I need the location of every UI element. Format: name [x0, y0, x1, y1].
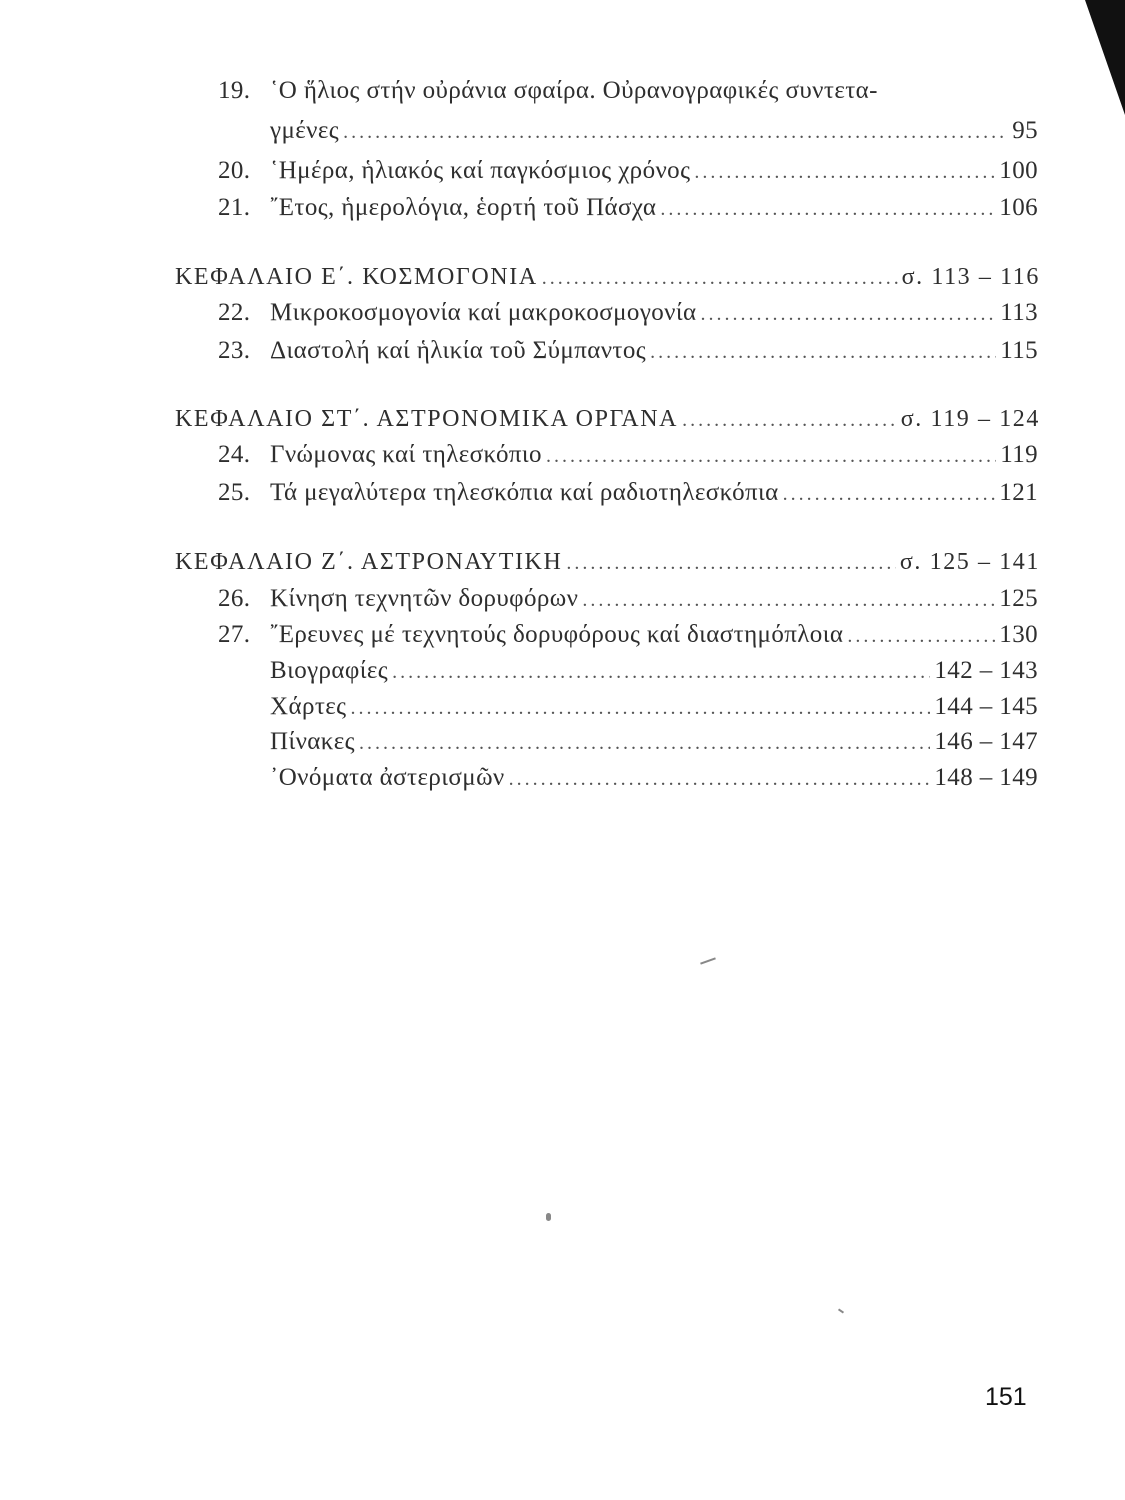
entry-title: ῎Ερευνες μέ τεχνητούς δορυφόρους καί διαστημόπλοια — [270, 621, 844, 648]
entry-title: ᾿Ονόματα ἀστερισμῶν — [270, 764, 505, 791]
toc-entry-19 — [218, 76, 1038, 106]
toc-entry-25 — [218, 478, 1038, 509]
dot-leader — [847, 621, 995, 651]
entry-page: 146 – 147 — [934, 728, 1038, 755]
chapter-heading-z — [175, 547, 1040, 578]
entry-title: Διαστολή καί ἡλικία τοῦ Σύμπαντος — [270, 337, 647, 364]
toc-entry-constellation-names — [270, 763, 1038, 794]
dot-leader — [546, 441, 996, 471]
entry-title: Κίνηση τεχνητῶν δορυφόρων — [270, 585, 579, 612]
entry-page: 106 — [999, 194, 1038, 221]
entry-title: Γνώμονας καί τηλεσκόπιο — [270, 441, 542, 468]
chapter-title: ΚΕΦΑΛΑΙΟ Ζ΄. ΑΣΤΡΟΝΑΥΤΙΚΗ — [175, 549, 563, 575]
dot-leader — [392, 657, 930, 687]
entry-page: 113 — [1000, 299, 1038, 326]
chapter-page-range: σ. 113 – 116 — [901, 264, 1040, 290]
entry-page: 148 – 149 — [934, 764, 1038, 791]
chapter-title: ΚΕΦΑΛΑΙΟ Ε΄. ΚΟΣΜΟΓΟΝΙΑ — [175, 264, 538, 290]
entry-page: 144 – 145 — [934, 693, 1038, 720]
entry-title: ῾Ο ἥλιος στήν οὐράνια σφαίρα. Οὐρανογραφικές συντετα- — [270, 77, 878, 104]
entry-number: 25. — [218, 479, 251, 506]
entry-number: 21. — [218, 194, 251, 221]
dot-leader — [783, 479, 996, 509]
entry-number: 22. — [218, 299, 251, 326]
chapter-heading-e — [175, 262, 1040, 293]
entry-number: 23. — [218, 337, 251, 364]
entry-page: 95 — [1012, 117, 1038, 144]
dot-leader — [701, 299, 997, 329]
entry-page: 100 — [999, 157, 1038, 184]
dot-leader — [582, 585, 995, 615]
entry-number: 27. — [218, 621, 251, 648]
toc-entry-19-continued — [270, 116, 1038, 147]
scan-speck — [838, 1308, 844, 1313]
dot-leader — [542, 263, 898, 293]
toc-entry-20 — [218, 156, 1038, 187]
toc-entry-24 — [218, 440, 1038, 471]
entry-page: 142 – 143 — [934, 657, 1038, 684]
dot-leader — [343, 117, 1008, 147]
entry-title: γμένες — [270, 117, 340, 144]
dot-leader — [650, 337, 996, 367]
page-number: 151 — [985, 1383, 1027, 1411]
entry-title: ῎Ετος, ἡμερολόγια, ἑορτή τοῦ Πάσχα — [270, 194, 657, 221]
entry-number: 26. — [218, 585, 251, 612]
dot-leader — [694, 157, 995, 187]
entry-title: Μικροκοσμογονία καί μακροκοσμογονία — [270, 299, 697, 326]
entry-page: 130 — [999, 621, 1038, 648]
toc-entry-26 — [218, 584, 1038, 615]
entry-page: 115 — [1000, 337, 1038, 364]
entry-title: ῾Ημέρα, ἡλιακός καί παγκόσμιος χρόνος — [270, 157, 691, 184]
dot-leader — [682, 405, 897, 435]
chapter-title: ΚΕΦΑΛΑΙΟ ΣΤ΄. ΑΣΤΡΟΝΟΜΙΚΑ ΟΡΓΑΝΑ — [175, 406, 679, 432]
entry-number: 20. — [218, 157, 251, 184]
scan-speck — [700, 957, 716, 964]
chapter-page-range: σ. 119 – 124 — [900, 406, 1040, 432]
chapter-heading-st — [175, 404, 1040, 435]
entry-page: 119 — [1000, 441, 1038, 468]
dot-leader — [359, 728, 930, 758]
entry-number: 24. — [218, 441, 251, 468]
entry-page: 125 — [999, 585, 1038, 612]
toc-entry-maps — [270, 692, 1038, 723]
toc-entry-biographies — [270, 656, 1038, 687]
toc-entry-22 — [218, 298, 1038, 329]
toc-entry-tables — [270, 727, 1038, 758]
scan-speck — [546, 1213, 551, 1221]
dot-leader — [660, 194, 995, 224]
toc-entry-21 — [218, 193, 1038, 224]
toc-entry-23 — [218, 336, 1038, 367]
dot-leader — [350, 693, 930, 723]
entry-title: Βιογραφίες — [270, 657, 389, 684]
entry-page: 121 — [999, 479, 1038, 506]
dot-leader — [566, 548, 895, 578]
entry-title: Τά μεγαλύτερα τηλεσκόπια καί ραδιοτηλεσκόπια — [270, 479, 779, 506]
scan-corner-shadow — [1085, 0, 1125, 115]
chapter-page-range: σ. 125 – 141 — [899, 549, 1040, 575]
entry-title: Πίνακες — [270, 728, 355, 755]
dot-leader — [509, 764, 931, 794]
entry-number: 19. — [218, 77, 251, 104]
toc-entry-27 — [218, 620, 1038, 651]
entry-title: Χάρτες — [270, 693, 347, 720]
